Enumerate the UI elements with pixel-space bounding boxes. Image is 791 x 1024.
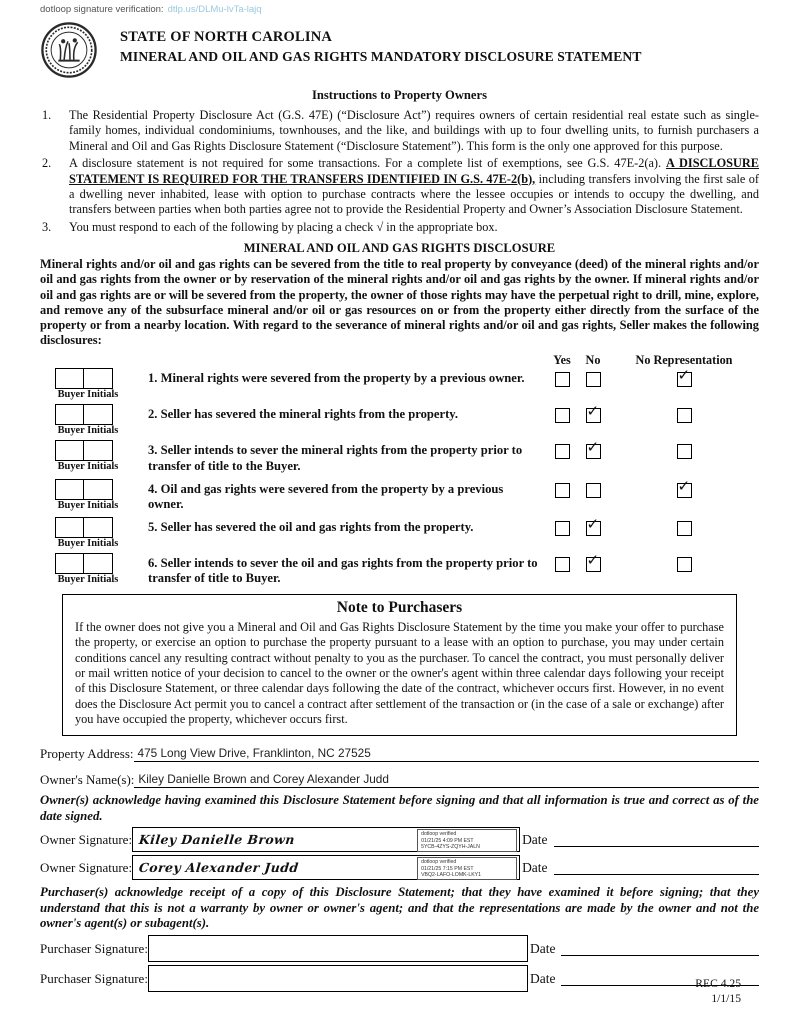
checkbox-group xyxy=(547,440,759,464)
column-header-no-representation: No Representation xyxy=(635,353,733,368)
disclosure-intro: Mineral rights and/or oil and gas rights can be severed from the title to real property by conveyance (deed) of the mineral rights and/or oil and gas rights from the owner or by reservation of the mineral rights and/or oil and gas rights by the owner. If mineral rights and/or oil and gas rights are or will be severed from the property, the owner of those rights may have the perpetual right to drill, mine, explore, and remove any of the subsurface mineral and/or oil or gas resources on or from the property either directly from the surface of the property or from a nearby location. With regard to the severance of mineral rights and/or oil and gas rights, Seller makes the following disclosures: xyxy=(40,257,759,348)
checkbox-no[interactable] xyxy=(586,550,601,572)
item-text: You must respond to each of the following by placing a check √ in the appropriate box. xyxy=(69,219,498,234)
owners-name-field[interactable]: Kiley Danielle Brown and Corey Alexander Judd xyxy=(134,772,759,788)
checkbox-no[interactable] xyxy=(586,483,601,498)
buyer-initials-box[interactable] xyxy=(84,404,113,425)
checkbox-yes[interactable] xyxy=(555,408,570,423)
owner-signature: Kiley Danielle Brown xyxy=(138,832,296,848)
owner-signature-field[interactable] xyxy=(132,827,520,852)
checkbox-group xyxy=(547,514,759,541)
checkbox-group xyxy=(547,404,759,428)
item-text: The Residential Property Disclosure Act (G.S. 47E) (“Disclosure Act”) requires owners of certain residential real estate such as single-family homes, individual condominiums, townhouses, and the like, and buildings with up to four dwelling units, to furnish purchasers a Mineral and Oil and Gas Rights Disclosure Statement (“Disclosure Statement”). This form is the only one approved for this purpose. xyxy=(69,108,759,153)
checkbox-no[interactable] xyxy=(586,514,601,536)
checkbox-group xyxy=(547,476,759,503)
buyer-initials-box[interactable] xyxy=(84,368,113,389)
checkbox-no-representation[interactable] xyxy=(677,366,692,387)
checkbox-no-representation[interactable] xyxy=(677,476,692,498)
disclosure-row xyxy=(40,550,759,587)
checkbox-no[interactable] xyxy=(586,438,601,459)
instructions-heading: Instructions to Property Owners xyxy=(311,88,487,102)
disclosure-row xyxy=(40,404,759,436)
item-2-post: including transfers involving the first sale of a dwelling never inhabited, lease with option to purchase contracts where the lessee occupies or intends to occupy the dwelling, and transfers between parties when both parties agree not to provide the Residential Property and Owner’s Association Disclosure Statement. xyxy=(69,171,760,217)
buyer-initials-box[interactable] xyxy=(55,553,84,574)
note-to-purchasers-box xyxy=(62,594,737,736)
buyer-initials-box[interactable] xyxy=(84,553,113,574)
buyer-initials-area xyxy=(40,479,140,511)
purchaser-acknowledgment: Purchaser(s) acknowledge receipt of a copy of this Disclosure Statement; that they have examined it before signing; that they understand that this is not a warranty by owner or owner's agent; and that the representations are made by the owner and not the owner's agent(s) or subagent(s). xyxy=(40,885,759,931)
checkbox-yes[interactable] xyxy=(555,483,570,498)
date-label: Date xyxy=(529,970,556,986)
date-label: Date xyxy=(522,859,548,875)
owner-date-field[interactable] xyxy=(554,832,759,847)
checkbox-group xyxy=(547,550,759,577)
verification-label: dotloop signature verification: xyxy=(40,4,164,15)
buyer-initials-label: Buyer Initials xyxy=(57,461,119,473)
owner-date-field[interactable] xyxy=(554,860,759,875)
purchaser-signature-field[interactable] xyxy=(148,935,528,962)
checkbox-no[interactable] xyxy=(586,372,601,387)
buyer-initials-box[interactable] xyxy=(84,440,113,461)
buyer-initials-label: Buyer Initials xyxy=(57,425,119,437)
buyer-initials-area xyxy=(40,404,140,436)
check-mark: ✓ xyxy=(586,514,600,533)
document-header xyxy=(40,21,759,79)
nc-real-estate-commission-seal-icon xyxy=(40,21,98,79)
item-text xyxy=(69,156,759,218)
form-code: REC 4.25 xyxy=(695,977,741,990)
buyer-initials-box[interactable] xyxy=(55,368,84,389)
column-header-no: No xyxy=(585,353,601,368)
instruction-item-2 xyxy=(40,156,759,218)
checkbox-no-representation[interactable] xyxy=(677,408,692,423)
check-mark: ✓ xyxy=(677,476,691,495)
item-number: 1. xyxy=(42,108,52,122)
item-number: 3. xyxy=(42,219,52,234)
disclosure-statement: 4. Oil and gas rights were severed from the property by a previous owner. xyxy=(148,481,504,512)
date-label: Date xyxy=(522,831,548,847)
disclosure-heading: MINERAL AND OIL AND GAS RIGHTS DISCLOSURE xyxy=(243,241,556,256)
buyer-initials-area xyxy=(40,517,140,549)
column-header-yes: Yes xyxy=(553,353,571,368)
purchaser-date-field[interactable] xyxy=(561,941,759,956)
disclosure-row xyxy=(40,368,759,400)
buyer-initials-label: Buyer Initials xyxy=(57,499,119,511)
disclosure-row xyxy=(40,440,759,474)
instruction-item-1 xyxy=(40,108,759,154)
item-2-pre: A disclosure statement is not required for some transactions. For a complete list of exemptions, see G.S. 47E-2(a). xyxy=(69,156,666,171)
buyer-initials-box[interactable] xyxy=(84,517,113,538)
owners-name-label: Owner's Name(s): xyxy=(40,772,135,788)
property-address-line xyxy=(40,746,759,762)
dotloop-verified-stamp xyxy=(417,857,517,880)
disclosure-row xyxy=(40,514,759,549)
checkbox-yes[interactable] xyxy=(555,557,570,572)
purchaser-signature-field[interactable] xyxy=(148,965,528,992)
checkbox-group xyxy=(547,368,759,392)
check-mark: ✓ xyxy=(586,402,600,421)
instruction-item-3 xyxy=(40,220,759,235)
title-form-name: MINERAL AND OIL AND GAS RIGHTS MANDATORY DISCLOSURE STATEMENT xyxy=(120,49,642,64)
disclosure-row xyxy=(40,476,759,513)
form-revision-date: 1/1/15 xyxy=(711,992,741,1005)
stamp-timestamp: 01/21/25 7:15 PM EST xyxy=(421,865,474,872)
disclosure-statement: 5. Seller has severed the oil and gas rights from the property. xyxy=(148,519,474,534)
buyer-initials-box[interactable] xyxy=(55,440,84,461)
purchaser-signature-row xyxy=(40,965,759,992)
owner-signature-field[interactable] xyxy=(132,855,520,880)
purchaser-signature-row xyxy=(40,935,759,962)
document-titles xyxy=(120,21,642,65)
purchaser-signature-label: Purchaser Signature: xyxy=(40,970,148,986)
owner-signature-label: Owner Signature: xyxy=(40,831,133,847)
note-title: Note to Purchasers xyxy=(336,599,463,617)
stamp-verified-text: dotloop verified xyxy=(421,831,457,838)
property-address-field[interactable]: 475 Long View Drive, Franklinton, NC 27525 xyxy=(134,746,759,762)
owner-signature-row xyxy=(40,827,759,852)
form-footer xyxy=(695,976,741,1006)
dotloop-verified-stamp xyxy=(417,829,517,852)
verification-bar xyxy=(40,4,759,15)
owner-signature-row xyxy=(40,855,759,880)
buyer-initials-box[interactable] xyxy=(55,517,84,538)
check-mark: ✓ xyxy=(677,366,691,385)
verification-link[interactable]: dtlp.us/DLMu-lvTa-lajq xyxy=(167,4,262,15)
stamp-verified-text: dotloop verified xyxy=(421,859,457,866)
buyer-initials-area xyxy=(40,553,140,585)
checkbox-no-representation[interactable] xyxy=(677,444,692,459)
purchaser-signature-label: Purchaser Signature: xyxy=(40,940,148,956)
check-mark: ✓ xyxy=(586,438,600,457)
item-2-emphasis: A DISCLOSURE STATEMENT IS REQUIRED FOR THE TRANSFERS IDENTIFIED IN G.S. 47E-2(b), xyxy=(69,156,759,186)
title-state: STATE OF NORTH CAROLINA xyxy=(120,29,333,45)
checkbox-yes[interactable] xyxy=(555,444,570,459)
stamp-code: 5YCB-4ZYS-ZQYH-JALN xyxy=(421,843,480,850)
buyer-initials-box[interactable] xyxy=(84,479,113,500)
disclosure-statement: 2. Seller has severed the mineral rights from the property. xyxy=(148,407,459,422)
owner-signature-label: Owner Signature: xyxy=(40,859,133,875)
stamp-timestamp: 01/21/25 4:09 PM EST xyxy=(421,837,474,844)
buyer-initials-area xyxy=(40,440,140,472)
check-mark: ✓ xyxy=(586,550,600,569)
buyer-initials-area xyxy=(40,368,140,400)
date-label: Date xyxy=(529,940,556,956)
checkbox-column-headers xyxy=(40,353,759,368)
property-address-label: Property Address: xyxy=(40,746,134,762)
buyer-initials-label: Buyer Initials xyxy=(57,389,119,401)
checkbox-yes[interactable] xyxy=(555,372,570,387)
buyer-initials-label: Buyer Initials xyxy=(57,573,119,585)
buyer-initials-box[interactable] xyxy=(55,404,84,425)
item-number: 2. xyxy=(42,156,52,171)
disclosure-statement: 3. Seller intends to sever the mineral rights from the property prior to transfer of title to the Buyer. xyxy=(148,443,523,474)
owner-acknowledgment: Owner(s) acknowledge having examined this Disclosure Statement before signing and that all information is true and correct as of the date signed. xyxy=(40,793,759,823)
checkbox-no-representation[interactable] xyxy=(677,521,692,536)
owners-name-line xyxy=(40,772,759,788)
buyer-initials-label: Buyer Initials xyxy=(57,537,119,549)
disclosure-statement: 1. Mineral rights were severed from the property by a previous owner. xyxy=(148,371,525,386)
buyer-initials-box[interactable] xyxy=(55,479,84,500)
checkbox-no-representation[interactable] xyxy=(677,557,692,572)
checkbox-no[interactable] xyxy=(586,402,601,423)
disclosure-statement: 6. Seller intends to sever the oil and gas rights from the property prior to transfer of title to Buyer. xyxy=(148,555,538,586)
note-body: If the owner does not give you a Mineral and Oil and Gas Rights Disclosure Statement by the time you make your offer to purchase the property, or exercise an option to purchase the property pursuant to a lease with an option to purchase, you may under certain conditions cancel any resulting contract without penalty to you as the purchaser. To cancel the contract, you must personally deliver or mail written notice of your decision to cancel to the owner or the owner's agent within three calendar days following your receipt of this Disclosure Statement, or three calendar days following the date of the contract, whichever occurs first. However, in no event does the Disclosure Act permit you to cancel a contract after settlement of the transaction or (in the case of a sale or exchange) after you have occupied the property, whichever occurs first. xyxy=(75,620,724,726)
stamp-code: VBQ2-LAFO-LOMK-LKY1 xyxy=(421,871,482,878)
owner-signature: Corey Alexander Judd xyxy=(138,860,300,876)
checkbox-yes[interactable] xyxy=(555,521,570,536)
